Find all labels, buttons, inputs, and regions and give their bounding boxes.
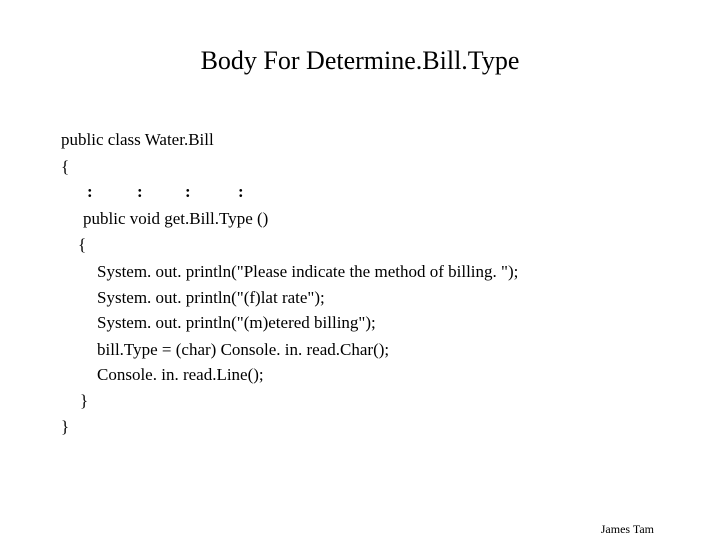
- ellipsis-mark: :: [87, 182, 93, 201]
- code-line-open-brace: {: [61, 157, 70, 176]
- ellipsis-mark: :: [238, 182, 244, 201]
- ellipsis-mark: :: [137, 182, 143, 201]
- code-line-println-prompt: System. out. println("Please indicate the method of billing. ");: [97, 262, 519, 281]
- code-line-method-close-brace: }: [80, 391, 89, 410]
- code-line-println-flat: System. out. println("(f)lat rate");: [97, 288, 325, 307]
- ellipsis-mark: :: [185, 182, 191, 201]
- slide-title: Body For Determine.Bill.Type: [200, 46, 520, 75]
- code-line-read-char: bill.Type = (char) Console. in. read.Char();: [97, 340, 390, 359]
- code-line-method-signature: public void get.Bill.Type (): [83, 209, 269, 228]
- code-line-class-declaration: public class Water.Bill: [61, 130, 214, 149]
- code-line-println-metered: System. out. println("(m)etered billing");: [97, 313, 376, 332]
- footer-author: James Tam: [600, 522, 654, 536]
- code-line-read-line: Console. in. read.Line();: [97, 365, 264, 384]
- code-line-method-open-brace: {: [78, 235, 87, 254]
- code-line-class-close-brace: }: [61, 417, 70, 436]
